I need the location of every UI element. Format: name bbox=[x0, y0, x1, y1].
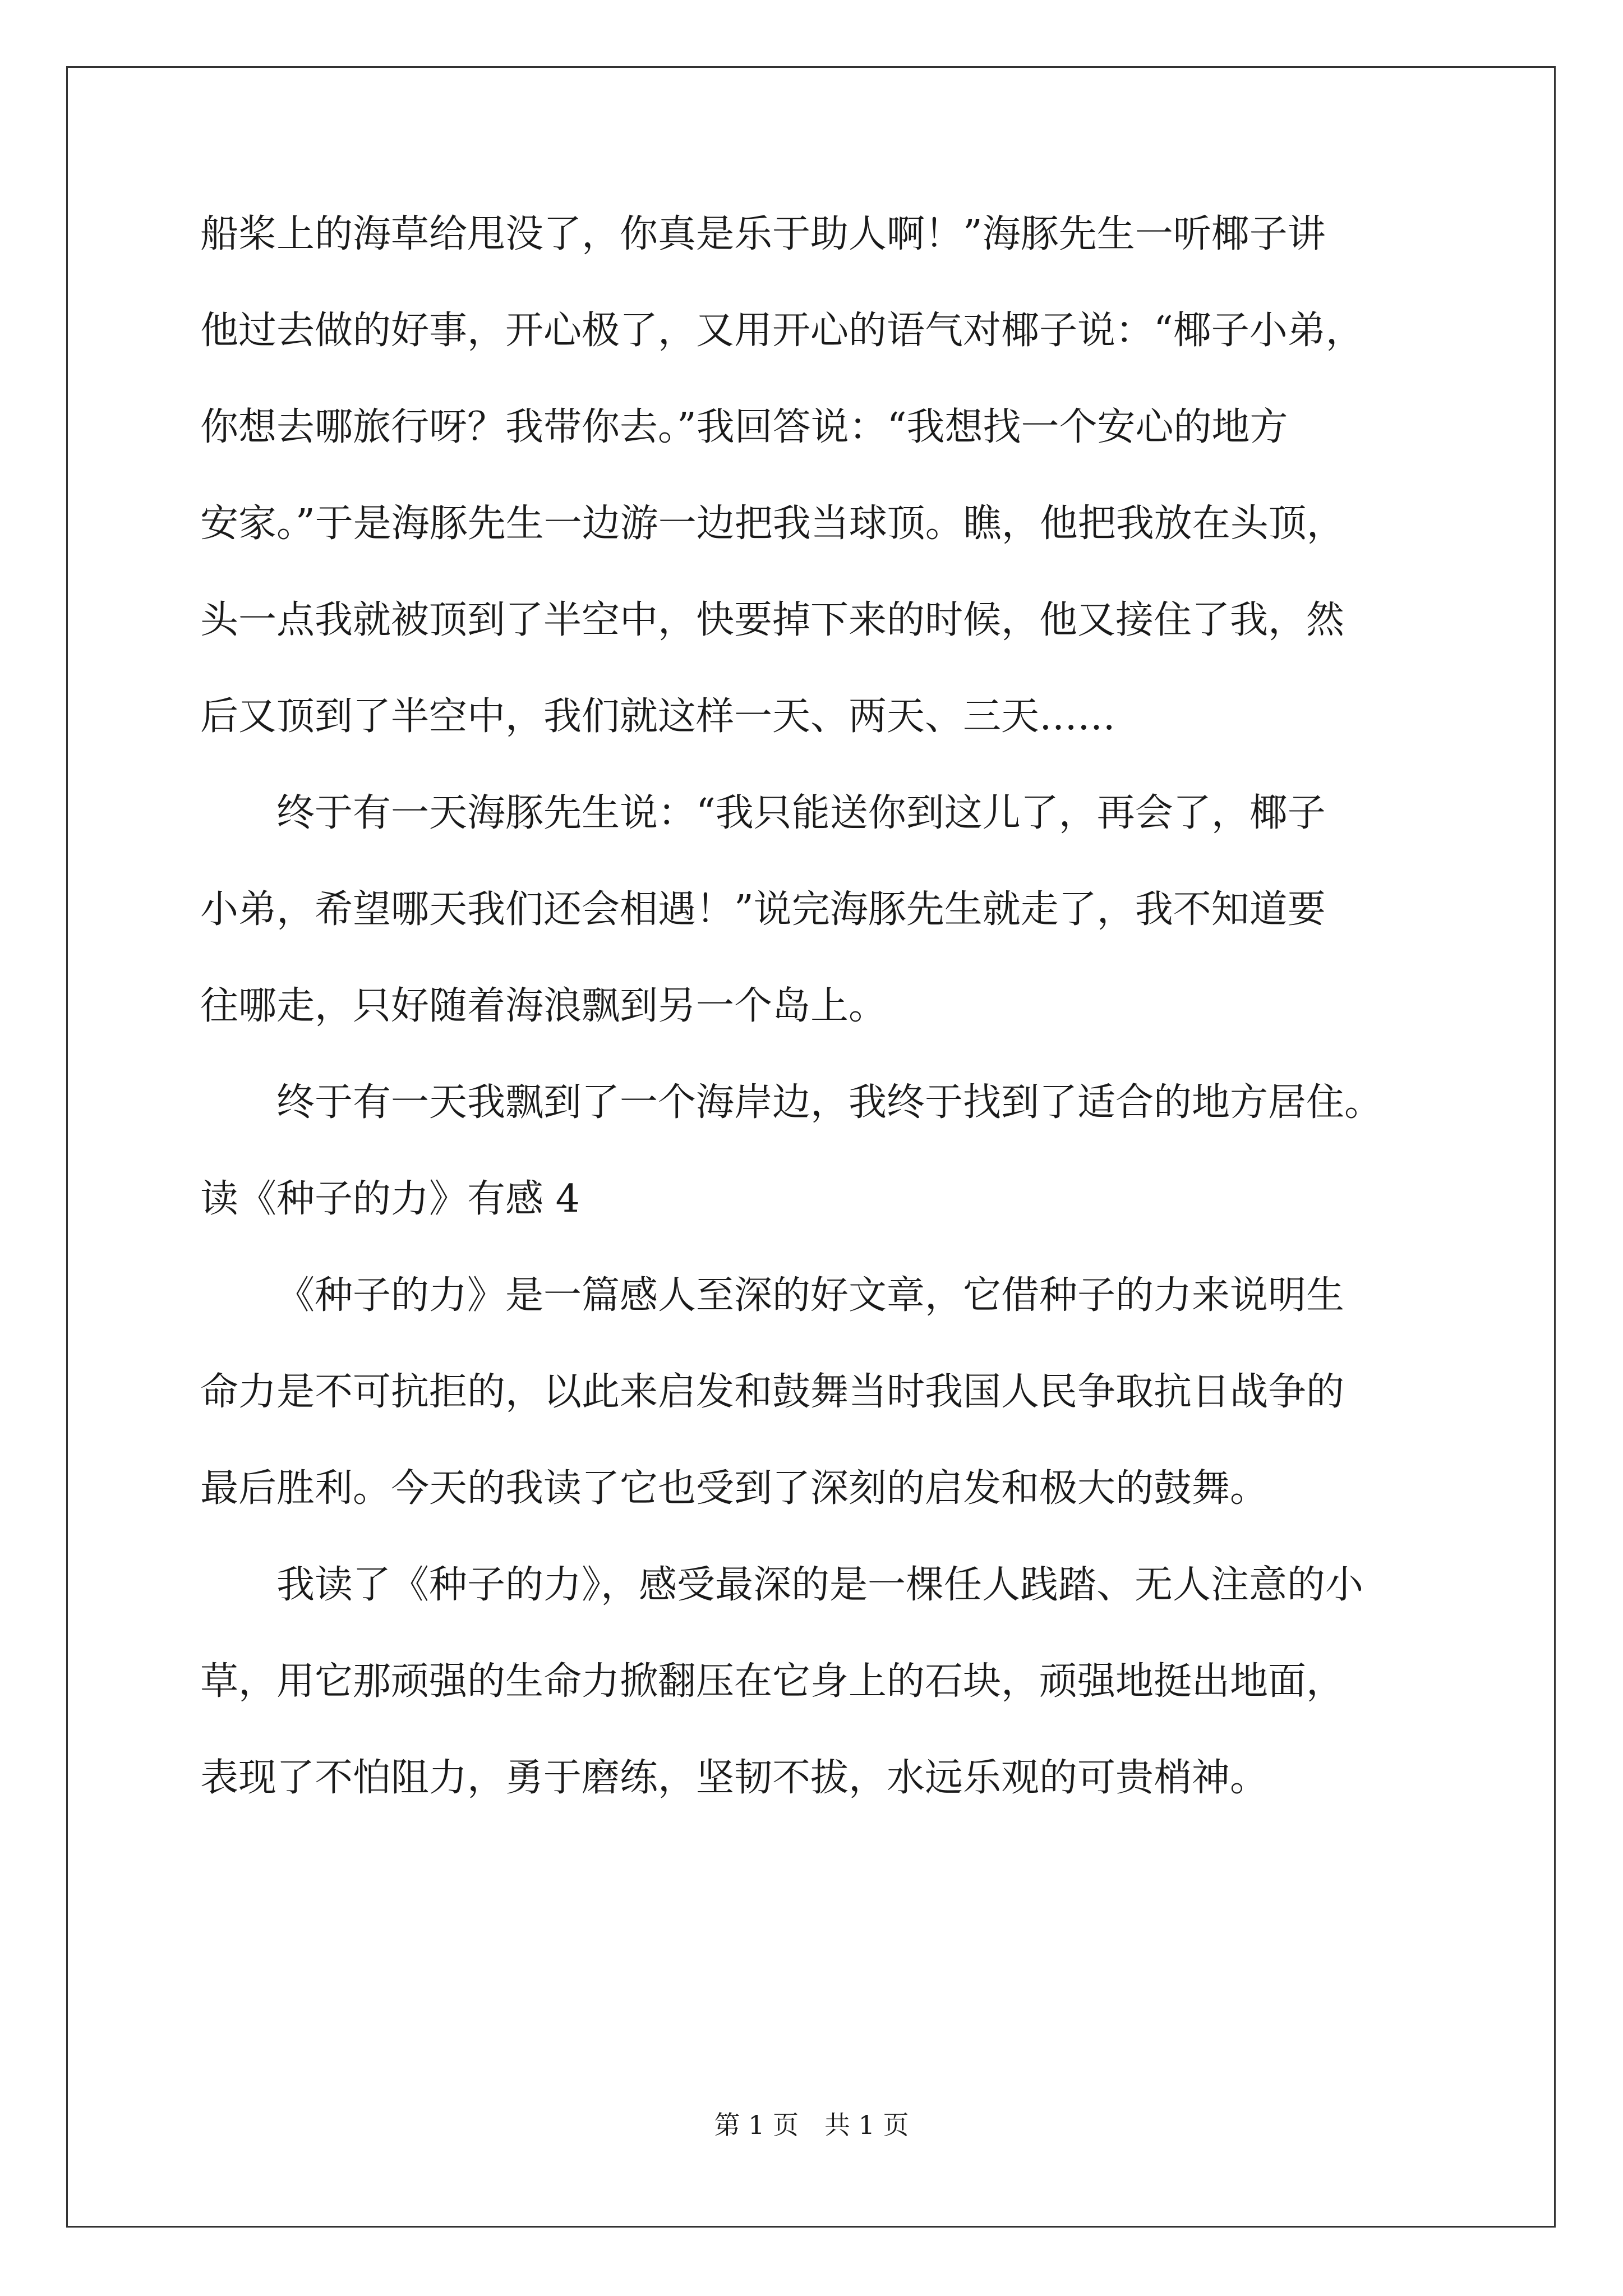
text-line-5: 头一点我就被顶到了半空中，快要掉下来的时候，他又接住了我，然 bbox=[200, 598, 1345, 642]
text-line-14: 最后胜利。今天的我读了它也受到了深刻的启发和极大的鼓舞。 bbox=[200, 1466, 1269, 1511]
text-line-1: 船桨上的海草给甩没了，你真是乐于助人啊！”海豚先生一听椰子讲 bbox=[200, 212, 1326, 256]
paragraph-start-line-12: 《种子的力》是一篇感人至深的好文章，它借种子的力来说明生 bbox=[276, 1273, 1345, 1318]
page-number-footer: 第 1 页 共 1 页 bbox=[714, 2110, 909, 2140]
text-line-3: 你想去哪旅行呀？我带你去。”我回答说：“我想找一个安心的地方 bbox=[200, 405, 1288, 449]
text-line-16: 草，用它那顽强的生命力掀翻压在它身上的石块，顽强地挺出地面， bbox=[200, 1659, 1345, 1704]
text-line-8: 小弟，希望哪天我们还会相遇！”说完海豚先生就走了，我不知道要 bbox=[200, 887, 1326, 932]
paragraph-start-line-15: 我读了《种子的力》，感受最深的是一棵任人践踏、无人注意的小 bbox=[276, 1563, 1364, 1607]
paragraph-start-line-10: 终于有一天我飘到了一个海岸边，我终于找到了适合的地方居住。 bbox=[276, 1080, 1383, 1125]
section-heading: 读《种子的力》有感 4 bbox=[200, 1177, 580, 1221]
text-line-6: 后又顶到了半空中，我们就这样一天、两天、三天…… bbox=[200, 694, 1116, 739]
text-line-13: 命力是不可抗拒的，以此来启发和鼓舞当时我国人民争取抗日战争的 bbox=[200, 1370, 1345, 1414]
paragraph-start-line-7: 终于有一天海豚先生说：“我只能送你到这儿了，再会了，椰子 bbox=[276, 791, 1326, 835]
document-body bbox=[200, 212, 1434, 1852]
text-line-2: 他过去做的好事，开心极了，又用开心的语气对椰子说：“椰子小弟， bbox=[200, 309, 1364, 353]
text-line-9: 往哪走，只好随着海浪飘到另一个岛上。 bbox=[200, 984, 887, 1028]
text-line-4: 安家。”于是海豚先生一边游一边把我当球顶。瞧，他把我放在头顶， bbox=[200, 501, 1345, 546]
text-line-17: 表现了不怕阻力，勇于磨练，坚韧不拔，水远乐观的可贵梢神。 bbox=[200, 1756, 1269, 1800]
